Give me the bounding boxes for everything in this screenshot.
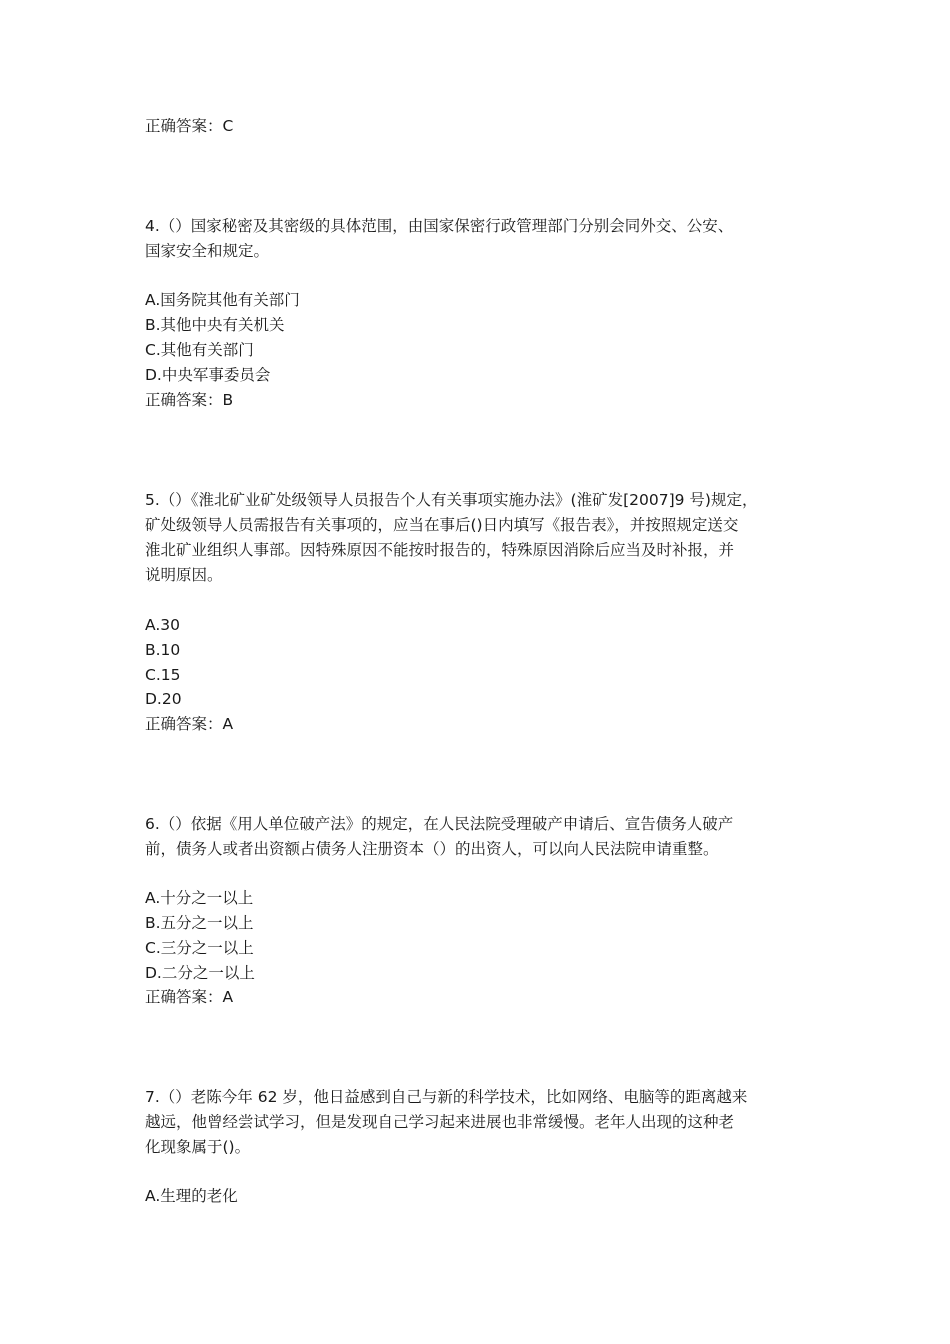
question-4-option-c: C.其他有关部门 [145,341,254,359]
question-5-option-a: A.30 [145,616,180,634]
question-4-stem-line-2: 国家安全和规定。 [145,242,270,260]
question-4-option-a: A.国务院其他有关部门 [145,291,300,309]
question-7-option-a: A.生理的老化 [145,1187,238,1205]
question-6-stem-line-1: 6.（）依据《用人单位破产法》的规定，在人民法院受理破产申请后、宣告债务人破产 [145,815,734,833]
question-4-option-b: B.其他中央有关机关 [145,316,285,334]
question-6-option-b: B.五分之一以上 [145,914,254,932]
question-6-stem-line-2: 前，债务人或者出资额占债务人注册资本（）的出资人，可以向人民法院申请重整。 [145,840,719,858]
question-5-stem-line-4: 说明原因。 [145,566,223,584]
question-5-stem-line-1: 5.（）《淮北矿业矿处级领导人员报告个人有关事项实施办法》(淮矿发[2007]9 号)规定， [145,491,758,509]
question-7-stem-line-1: 7.（）老陈今年 62 岁，他日益感到自己与新的科学技术，比如网络、电脑等的距离越来 [145,1088,748,1106]
question-5-answer: 正确答案：A [145,715,234,733]
question-4-answer: 正确答案：B [145,391,234,409]
question-4-option-d: D.中央军事委员会 [145,366,271,384]
question-7-stem-line-2: 越远，他曾经尝试学习，但是发现自己学习起来进展也非常缓慢。老年人出现的这种老 [145,1113,735,1131]
question-5-option-b: B.10 [145,641,181,659]
question-6-option-d: D.二分之一以上 [145,964,255,982]
question-7-stem-line-3: 化现象属于()。 [145,1138,251,1156]
question-5-stem-line-2: 矿处级领导人员需报告有关事项的，应当在事后()日内填写《报告表》，并按照规定送交 [145,516,739,534]
question-4-stem-line-1: 4.（）国家秘密及其密级的具体范围，由国家保密行政管理部门分别会同外交、公安、 [145,217,734,235]
question-5-option-d: D.20 [145,690,182,708]
question-6-answer: 正确答案：A [145,988,234,1006]
question-5-stem-line-3: 淮北矿业组织人事部。因特殊原因不能按时报告的，特殊原因消除后应当及时补报，并 [145,541,735,559]
question-6-option-c: C.三分之一以上 [145,939,254,957]
question-5-option-c: C.15 [145,666,181,684]
question-6-option-a: A.十分之一以上 [145,889,254,907]
answer-previous: 正确答案：C [145,117,234,135]
